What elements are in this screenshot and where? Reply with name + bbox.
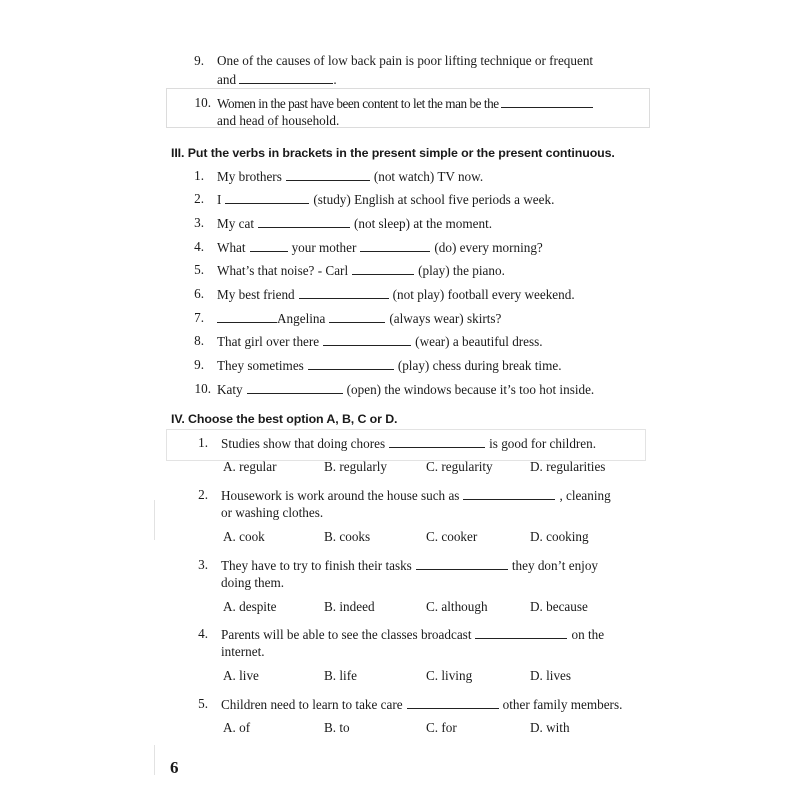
s3-item [217, 357, 562, 374]
answer-option[interactable]: B. to [324, 720, 350, 735]
answer-blank[interactable] [323, 333, 411, 346]
answer-option[interactable]: D. cooking [530, 529, 589, 544]
s3-item [217, 215, 492, 232]
q9-line2 [217, 71, 337, 88]
s3-item [217, 381, 594, 398]
answer-blank[interactable] [475, 626, 567, 639]
s3-item-mid: your mother [291, 240, 357, 255]
q10-text: Women in the past have been content to let the man be the [217, 96, 499, 111]
s4-question-stem [221, 626, 604, 643]
s4-question-stem [221, 487, 611, 504]
s3-item-pre: My cat [217, 216, 254, 231]
s3-item-number: 3. [194, 215, 204, 230]
answer-blank[interactable] [286, 168, 370, 181]
s3-item-number: 7. [194, 310, 204, 325]
answer-blank[interactable] [308, 357, 394, 370]
s3-item-post: (not watch) TV now. [373, 169, 484, 184]
q9-blank[interactable] [239, 71, 333, 84]
s4-stem-pre: Children need to learn to take care [221, 697, 403, 712]
s4-question-stem [221, 696, 622, 713]
section3-heading: III. Put the verbs in brackets in the present simple or the present continuous. [171, 146, 615, 160]
s3-item-pre: That girl over there [217, 334, 320, 349]
s3-item-pre: I [217, 192, 222, 207]
s3-item-post: (not sleep) at the moment. [354, 216, 493, 231]
s4-question-number: 1. [198, 435, 208, 450]
answer-blank[interactable] [225, 191, 309, 204]
answer-blank[interactable] [416, 557, 508, 570]
answer-option[interactable]: A. despite [223, 599, 277, 614]
answer-blank[interactable] [463, 487, 555, 500]
s3-item-pre: They sometimes [217, 358, 304, 373]
s4-question-number: 2. [198, 487, 208, 502]
s3-item [217, 286, 575, 303]
s3-item-post: (play) chess during break time. [397, 358, 562, 373]
answer-option[interactable]: C. although [426, 599, 488, 614]
answer-option[interactable]: A. live [223, 668, 259, 683]
answer-blank[interactable] [389, 435, 485, 448]
answer-option[interactable]: C. cooker [426, 529, 478, 544]
answer-blank[interactable] [250, 239, 288, 252]
s3-item [217, 191, 554, 208]
answer-option[interactable]: A. of [223, 720, 251, 735]
answer-option[interactable]: B. cooks [324, 529, 371, 544]
answer-blank[interactable] [258, 215, 350, 228]
s3-item-number: 2. [194, 191, 204, 206]
s3-item-post: (play) the piano. [418, 263, 505, 278]
s3-item-pre: What [217, 240, 246, 255]
answer-option[interactable]: B. indeed [324, 599, 375, 614]
margin-rule [154, 500, 155, 540]
s3-item-number: 8. [194, 333, 204, 348]
s3-item [217, 239, 543, 256]
s3-item-post: (not play) football every weekend. [392, 287, 575, 302]
s3-item-number: 5. [194, 262, 204, 277]
answer-blank[interactable] [217, 310, 277, 323]
answer-option[interactable]: C. for [426, 720, 457, 735]
s4-question-stem [221, 435, 596, 452]
s3-item-pre: Katy [217, 382, 243, 397]
answer-option[interactable]: D. regularities [530, 459, 606, 474]
s3-item-number: 9. [194, 357, 204, 372]
s4-stem-post: other family members. [502, 697, 623, 712]
s3-item-number: 1. [194, 168, 204, 183]
q10-line1 [217, 95, 593, 112]
s3-item-pre: My brothers [217, 169, 282, 184]
s4-question-stem-cont: or washing clothes. [221, 505, 324, 520]
answer-option[interactable]: C. regularity [426, 459, 493, 474]
s4-question-stem-cont: internet. [221, 644, 265, 659]
s4-stem-post: is good for children. [489, 436, 597, 451]
s3-item-mid: Angelina [277, 311, 326, 326]
s3-item [217, 333, 543, 350]
s4-question-stem [221, 557, 598, 574]
page-number: 6 [170, 758, 179, 777]
answer-blank[interactable] [329, 310, 385, 323]
s3-item-post: (study) English at school five periods a week. [313, 192, 555, 207]
s3-item-number: 4. [194, 239, 204, 254]
answer-blank[interactable] [247, 381, 343, 394]
answer-option[interactable]: A. cook [223, 529, 265, 544]
s4-stem-pre: They have to try to finish their tasks [221, 558, 412, 573]
s4-question-stem-cont: doing them. [221, 575, 285, 590]
q9-period: . [333, 72, 337, 87]
s4-question-number: 5. [198, 696, 208, 711]
answer-blank[interactable] [407, 696, 499, 709]
answer-blank[interactable] [299, 286, 389, 299]
s3-item-number: 6. [194, 286, 204, 301]
s3-item-post: (always wear) skirts? [389, 311, 502, 326]
s3-item [217, 262, 505, 279]
s3-item [217, 310, 501, 327]
margin-rule [154, 745, 155, 775]
s4-stem-pre: Parents will be able to see the classes broadcast [221, 627, 472, 642]
s4-question-number: 3. [198, 557, 208, 572]
s3-item-pre: What’s that noise? - Carl [217, 263, 349, 278]
answer-option[interactable]: C. living [426, 668, 473, 683]
q9-line1: One of the causes of low back pain is poor lifting technique or frequent [217, 53, 594, 68]
s3-item-number: 10. [194, 381, 211, 396]
answer-option[interactable]: D. because [530, 599, 588, 614]
s4-stem-post: , cleaning [559, 488, 611, 503]
s3-item-post: (wear) a beautiful dress. [415, 334, 543, 349]
s3-item [217, 168, 483, 185]
s3-item-pre: My best friend [217, 287, 295, 302]
s4-question-number: 4. [198, 626, 208, 641]
s4-stem-post: they don’t enjoy [511, 558, 599, 573]
section4-heading: IV. Choose the best option A, B, C or D. [171, 412, 398, 426]
q9-number: 9. [194, 53, 204, 68]
q10-blank[interactable] [501, 95, 593, 108]
answer-option[interactable]: B. life [324, 668, 357, 683]
s4-stem-pre: Studies show that doing chores [221, 436, 386, 451]
q10-number: 10. [194, 95, 211, 110]
s3-item-post: (do) every morning? [434, 240, 543, 255]
s4-stem-pre: Housework is work around the house such as [221, 488, 460, 503]
answer-blank[interactable] [352, 262, 414, 275]
answer-option[interactable]: B. regularly [324, 459, 387, 474]
answer-blank[interactable] [360, 239, 430, 252]
answer-option[interactable]: D. with [530, 720, 570, 735]
q10-line2: and head of household. [217, 113, 340, 128]
s3-item-post: (open) the windows because it’s too hot inside. [346, 382, 595, 397]
answer-option[interactable]: D. lives [530, 668, 572, 683]
answer-option[interactable]: A. regular [223, 459, 277, 474]
s4-stem-post: on the [571, 627, 605, 642]
q9-and: and [217, 72, 237, 87]
